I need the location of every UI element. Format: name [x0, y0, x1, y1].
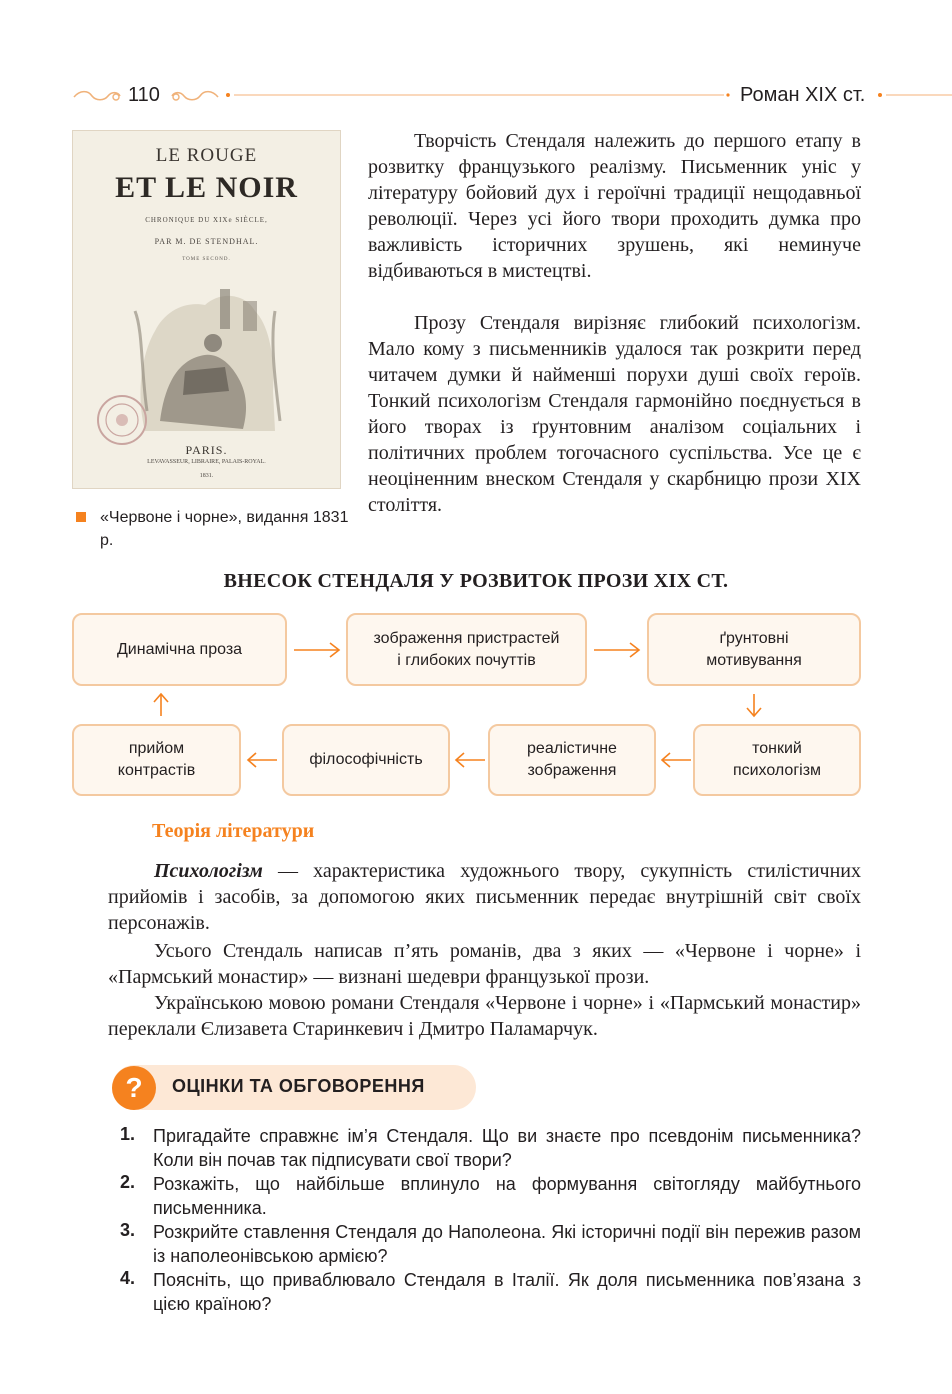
- arrow-up-icon: [150, 692, 172, 718]
- figure-caption: «Червоне і чорне», видання 1831 р.: [100, 509, 349, 549]
- question-number: 3.: [120, 1220, 136, 1240]
- cover-publisher: LEVAVASSEUR, LIBRAIRE, PALAIS-ROYAL.: [147, 459, 266, 465]
- section-title: Роман XIX ст.: [740, 84, 866, 106]
- question-text: Розкрийте ставлення Стендаля до Наполеона. Які історичні події він пережив разом із наполеонівською армією?: [153, 1222, 861, 1266]
- library-stamp-icon: [95, 393, 149, 447]
- question-mark-icon: ?: [112, 1066, 156, 1110]
- theory-paragraph-1: Усього Стендаль написав п’ять романів, два з яких — «Червоне і чорне» і «Пармський монастир» — визнані шедеври французької прози.: [108, 940, 861, 988]
- scheme-box-passions: зображення пристрастей і глибоких почуттів: [346, 613, 587, 686]
- cover-title-line-2: ET LE NOIR: [115, 171, 298, 204]
- theory-paragraph-2: Українською мовою романи Стендаля «Червоне і чорне» і «Пармський монастир» переклали Єлизавета Старинкевич і Дмитро Паламарчук.: [108, 992, 861, 1040]
- intro-paragraph-1: Творчість Стендаля належить до першого етапу в розвитку французького реалізму. Письменник уніс у літературу бойовий дух і героїчні традиції нещодавньої революції. Через усі його твори проходить думка про важливість історичних зрушень, які неминуче відбиваються в мистецтві.: [368, 130, 861, 282]
- arrow-left-icon: [453, 750, 487, 770]
- cover-subtitle: CHRONIQUE DU XIXe SIÈCLE,: [145, 216, 268, 224]
- caption-bullet-icon: [76, 512, 86, 522]
- scheme-box-philosophy: філософічність: [282, 724, 450, 796]
- scheme-box-contrast: прийом контрастів: [72, 724, 241, 796]
- scheme-box-realism: реалістичне зображення: [488, 724, 656, 796]
- page-number: 110: [128, 84, 160, 106]
- question-number: 2.: [120, 1172, 136, 1192]
- question-number: 4.: [120, 1268, 136, 1288]
- theory-definition-text: — характеристика художнього твору, сукупність стилістичних прийомів і засобів, за допомогою яких письменник передає внутрішній світ своїх персонажів.: [108, 860, 861, 934]
- question-text: Поясніть, що приваблювало Стендаля в Італії. Як доля письменника пов’язана з цією країною?: [153, 1270, 861, 1314]
- arrow-left-icon: [659, 750, 693, 770]
- question-text: Розкажіть, що найбільше вплинуло на формування світогляду майбутнього письменника.: [153, 1174, 861, 1218]
- scheme-box-motivations: ґрунтовні мотивування: [647, 613, 861, 686]
- arrow-left-icon: [245, 750, 279, 770]
- theory-definition: [108, 858, 861, 936]
- book-cover-image: [72, 130, 341, 489]
- cover-title-line-1: LE ROUGE: [155, 145, 258, 166]
- questions-title: ОЦІНКИ ТА ОБГОВОРЕННЯ: [172, 1076, 425, 1096]
- right-ornament-icon: [170, 88, 220, 104]
- engraving-illustration: [125, 271, 295, 436]
- theory-heading: Теорія літератури: [152, 820, 315, 842]
- scheme-title: ВНЕСОК СТЕНДАЛЯ У РОЗВИТОК ПРОЗИ XIX СТ.: [223, 570, 729, 592]
- left-ornament-icon: [72, 88, 122, 104]
- scheme-box-dynamic-prose: Динамічна проза: [72, 613, 287, 686]
- theory-term: Психологізм: [154, 860, 263, 882]
- arrow-right-icon: [592, 640, 644, 660]
- question-text: Пригадайте справжнє ім’я Стендаля. Що ви знаєте про псевдонім письменника? Коли він почав так підписувати свої твори?: [153, 1126, 861, 1170]
- cover-volume: TOME SECOND.: [182, 257, 231, 262]
- arrow-right-icon: [292, 640, 344, 660]
- cover-year: 1831.: [199, 473, 214, 479]
- cover-city: PARIS.: [185, 443, 228, 457]
- question-number: 1.: [120, 1124, 136, 1144]
- scheme-box-psychologism: тонкий психологізм: [693, 724, 861, 796]
- arrow-down-icon: [743, 692, 765, 718]
- intro-paragraph-2: Прозу Стендаля вирізняє глибокий психологізм. Мало кому з письменників удалося так розкрити перед читачем думки й найменші порухи душі своїх героїв. Тонкий психологізм Стендаля гармонійно поєднується в його творах із ґрунтовним аналізом соціальних і політичних проблем тогочасного суспільства. Усе це є неоціненним внеском Стендаля у скарбницю прози XIX століття.: [368, 312, 861, 516]
- cover-author: PAR M. DE STENDHAL.: [154, 237, 259, 246]
